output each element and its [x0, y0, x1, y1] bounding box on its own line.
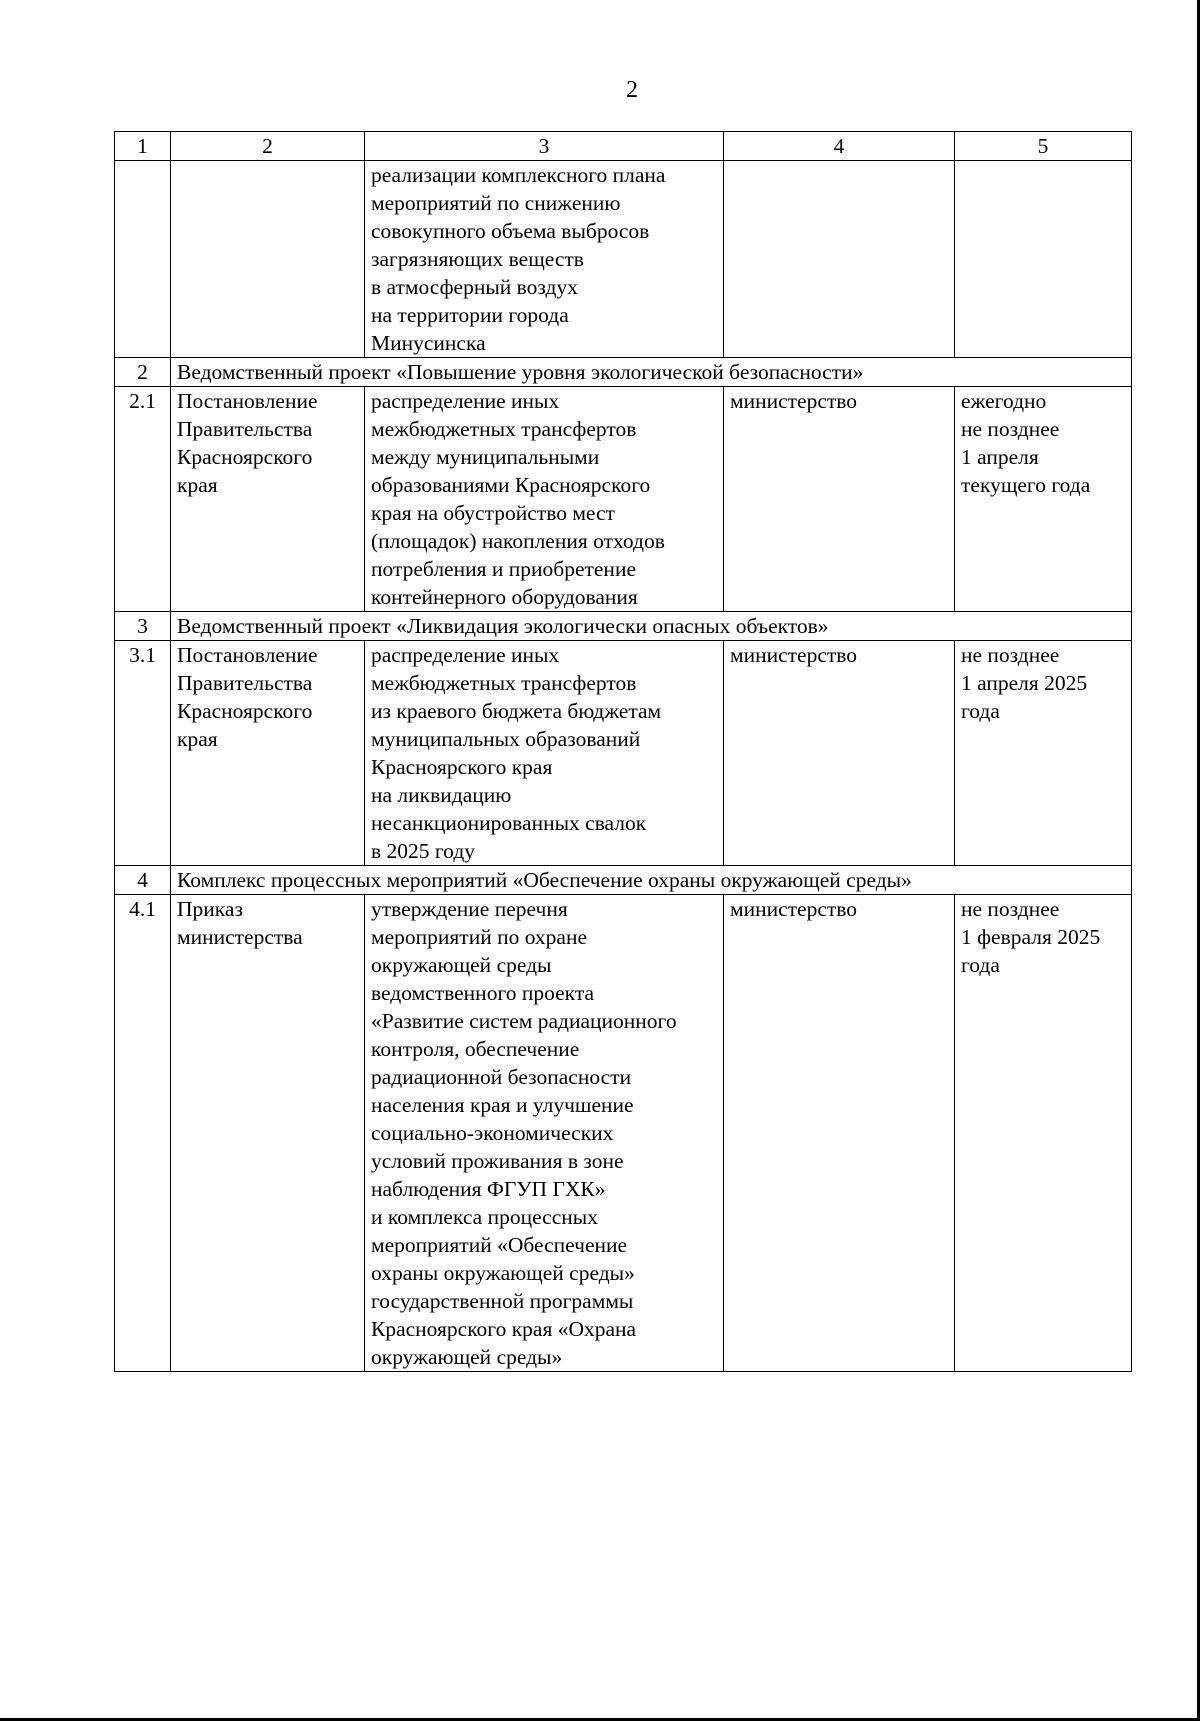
- responsible-cell-line: министерство: [730, 897, 858, 921]
- document-type-cell-line: Красноярского: [177, 699, 313, 723]
- content-cell-line: мероприятий по охране: [371, 925, 588, 949]
- column-header: 2: [171, 132, 365, 161]
- content-cell-line: межбюджетных трансфертов: [371, 417, 637, 441]
- content-cell-line: на ликвидацию: [371, 783, 512, 807]
- document-type-cell: [171, 641, 365, 866]
- content-cell: [365, 161, 724, 358]
- page-number: 2: [626, 77, 638, 103]
- content-cell-line: (площадок) накопления отходов: [371, 529, 665, 553]
- deadline-cell: [955, 387, 1132, 612]
- document-type-cell-line: Правительства: [177, 417, 313, 441]
- content-cell-line: населения края и улучшение: [371, 1093, 634, 1117]
- deadline-cell-line: не позднее: [961, 897, 1060, 921]
- document-type-cell-line: края: [177, 473, 218, 497]
- deadline-cell-line: текущего года: [961, 473, 1091, 497]
- deadline-cell-line: не позднее: [961, 417, 1060, 441]
- document-type-cell-line: министерства: [177, 925, 303, 949]
- content-cell-line: в атмосферный воздух: [371, 275, 578, 299]
- document-type-cell: [171, 895, 365, 1372]
- content-cell-line: между муниципальными: [371, 445, 600, 469]
- table-row: [115, 161, 1132, 358]
- content-cell-line: условий проживания в зоне: [371, 1149, 624, 1173]
- content-cell-line: совокупного объема выбросов: [371, 219, 650, 243]
- content-cell-line: окружающей среды»: [371, 1345, 563, 1369]
- content-cell-line: утверждение перечня: [371, 897, 568, 921]
- column-header: 4: [724, 132, 955, 161]
- content-cell-line: радиационной безопасности: [371, 1065, 632, 1089]
- deadline-cell: [955, 161, 1132, 358]
- content-cell-line: мероприятий «Обеспечение: [371, 1233, 628, 1257]
- content-cell-line: распределение иных: [371, 389, 560, 413]
- responsible-cell: [724, 161, 955, 358]
- deadline-cell-line: 1 февраля 2025: [961, 925, 1101, 949]
- section-title: Комплекс процессных мероприятий «Обеспечение охраны окружающей среды»: [171, 866, 1132, 895]
- content-cell-line: «Развитие систем радиационного: [371, 1009, 677, 1033]
- deadline-cell-line: 1 апреля: [961, 445, 1039, 469]
- content-cell-line: реализации комплексного плана: [371, 163, 666, 187]
- content-cell-line: окружающей среды: [371, 953, 552, 977]
- content-cell-line: в 2025 году: [371, 839, 476, 863]
- document-type-cell-line: Красноярского: [177, 445, 313, 469]
- deadline-cell-line: года: [961, 953, 1000, 977]
- document-type-cell-line: Постановление: [177, 643, 318, 667]
- content-cell: [365, 641, 724, 866]
- section-number: 4: [115, 866, 171, 895]
- document-type-cell: [171, 387, 365, 612]
- deadline-cell-line: не позднее: [961, 643, 1060, 667]
- content-cell-line: на территории города: [371, 303, 569, 327]
- content-cell-line: контейнерного оборудования: [371, 585, 638, 609]
- content-cell-line: Красноярского края: [371, 755, 553, 779]
- section-number: 2: [115, 358, 171, 387]
- deadline-cell-line: 1 апреля 2025: [961, 671, 1088, 695]
- content-cell-line: ведомственного проекта: [371, 981, 595, 1005]
- section-row: [115, 866, 1132, 895]
- table-row: [115, 387, 1132, 612]
- responsible-cell: [724, 895, 955, 1372]
- table-row: [115, 895, 1132, 1372]
- document-type-cell-line: Приказ: [177, 897, 243, 921]
- item-number: [115, 161, 171, 358]
- content-cell-line: из краевого бюджета бюджетам: [371, 699, 662, 723]
- document-type-cell-line: края: [177, 727, 218, 751]
- responsible-cell: [724, 387, 955, 612]
- responsible-cell: [724, 641, 955, 866]
- document-type-cell-line: Постановление: [177, 389, 318, 413]
- measures-table: [114, 131, 1132, 1372]
- item-number: 3.1: [115, 641, 171, 866]
- content-cell-line: межбюджетных трансфертов: [371, 671, 637, 695]
- item-number: 2.1: [115, 387, 171, 612]
- content-cell-line: Красноярского края «Охрана: [371, 1317, 637, 1341]
- table-row: [115, 641, 1132, 866]
- table-header-row: [115, 132, 1132, 161]
- deadline-cell-line: ежегодно: [961, 389, 1047, 413]
- document-type-cell-line: Правительства: [177, 671, 313, 695]
- content-cell: [365, 387, 724, 612]
- responsible-cell-line: министерство: [730, 389, 858, 413]
- content-cell-line: Минусинска: [371, 331, 486, 355]
- column-header: 5: [955, 132, 1132, 161]
- content-cell-line: образованиями Красноярского: [371, 473, 651, 497]
- section-title: Ведомственный проект «Ликвидация экологически опасных объектов»: [171, 612, 1132, 641]
- content-cell-line: потребления и приобретение: [371, 557, 636, 581]
- content-cell-line: контроля, обеспечение: [371, 1037, 580, 1061]
- content-cell: [365, 895, 724, 1372]
- content-cell-line: наблюдения ФГУП ГХК»: [371, 1177, 606, 1201]
- section-row: [115, 612, 1132, 641]
- content-cell-line: социально-экономических: [371, 1121, 614, 1145]
- deadline-cell: [955, 641, 1132, 866]
- content-cell-line: мероприятий по снижению: [371, 191, 621, 215]
- column-header: 1: [115, 132, 171, 161]
- content-cell-line: загрязняющих веществ: [371, 247, 584, 271]
- content-cell-line: края на обустройство мест: [371, 501, 615, 525]
- item-number: 4.1: [115, 895, 171, 1372]
- content-cell-line: распределение иных: [371, 643, 560, 667]
- content-cell-line: несанкционированных свалок: [371, 811, 647, 835]
- content-cell-line: охраны окружающей среды»: [371, 1261, 635, 1285]
- document-type-cell: [171, 161, 365, 358]
- section-number: 3: [115, 612, 171, 641]
- section-row: [115, 358, 1132, 387]
- section-title: Ведомственный проект «Повышение уровня экологической безопасности»: [171, 358, 1132, 387]
- content-cell-line: государственной программы: [371, 1289, 634, 1313]
- content-cell-line: муниципальных образований: [371, 727, 641, 751]
- deadline-cell: [955, 895, 1132, 1372]
- content-cell-line: и комплекса процессных: [371, 1205, 598, 1229]
- deadline-cell-line: года: [961, 699, 1000, 723]
- responsible-cell-line: министерство: [730, 643, 858, 667]
- column-header: 3: [365, 132, 724, 161]
